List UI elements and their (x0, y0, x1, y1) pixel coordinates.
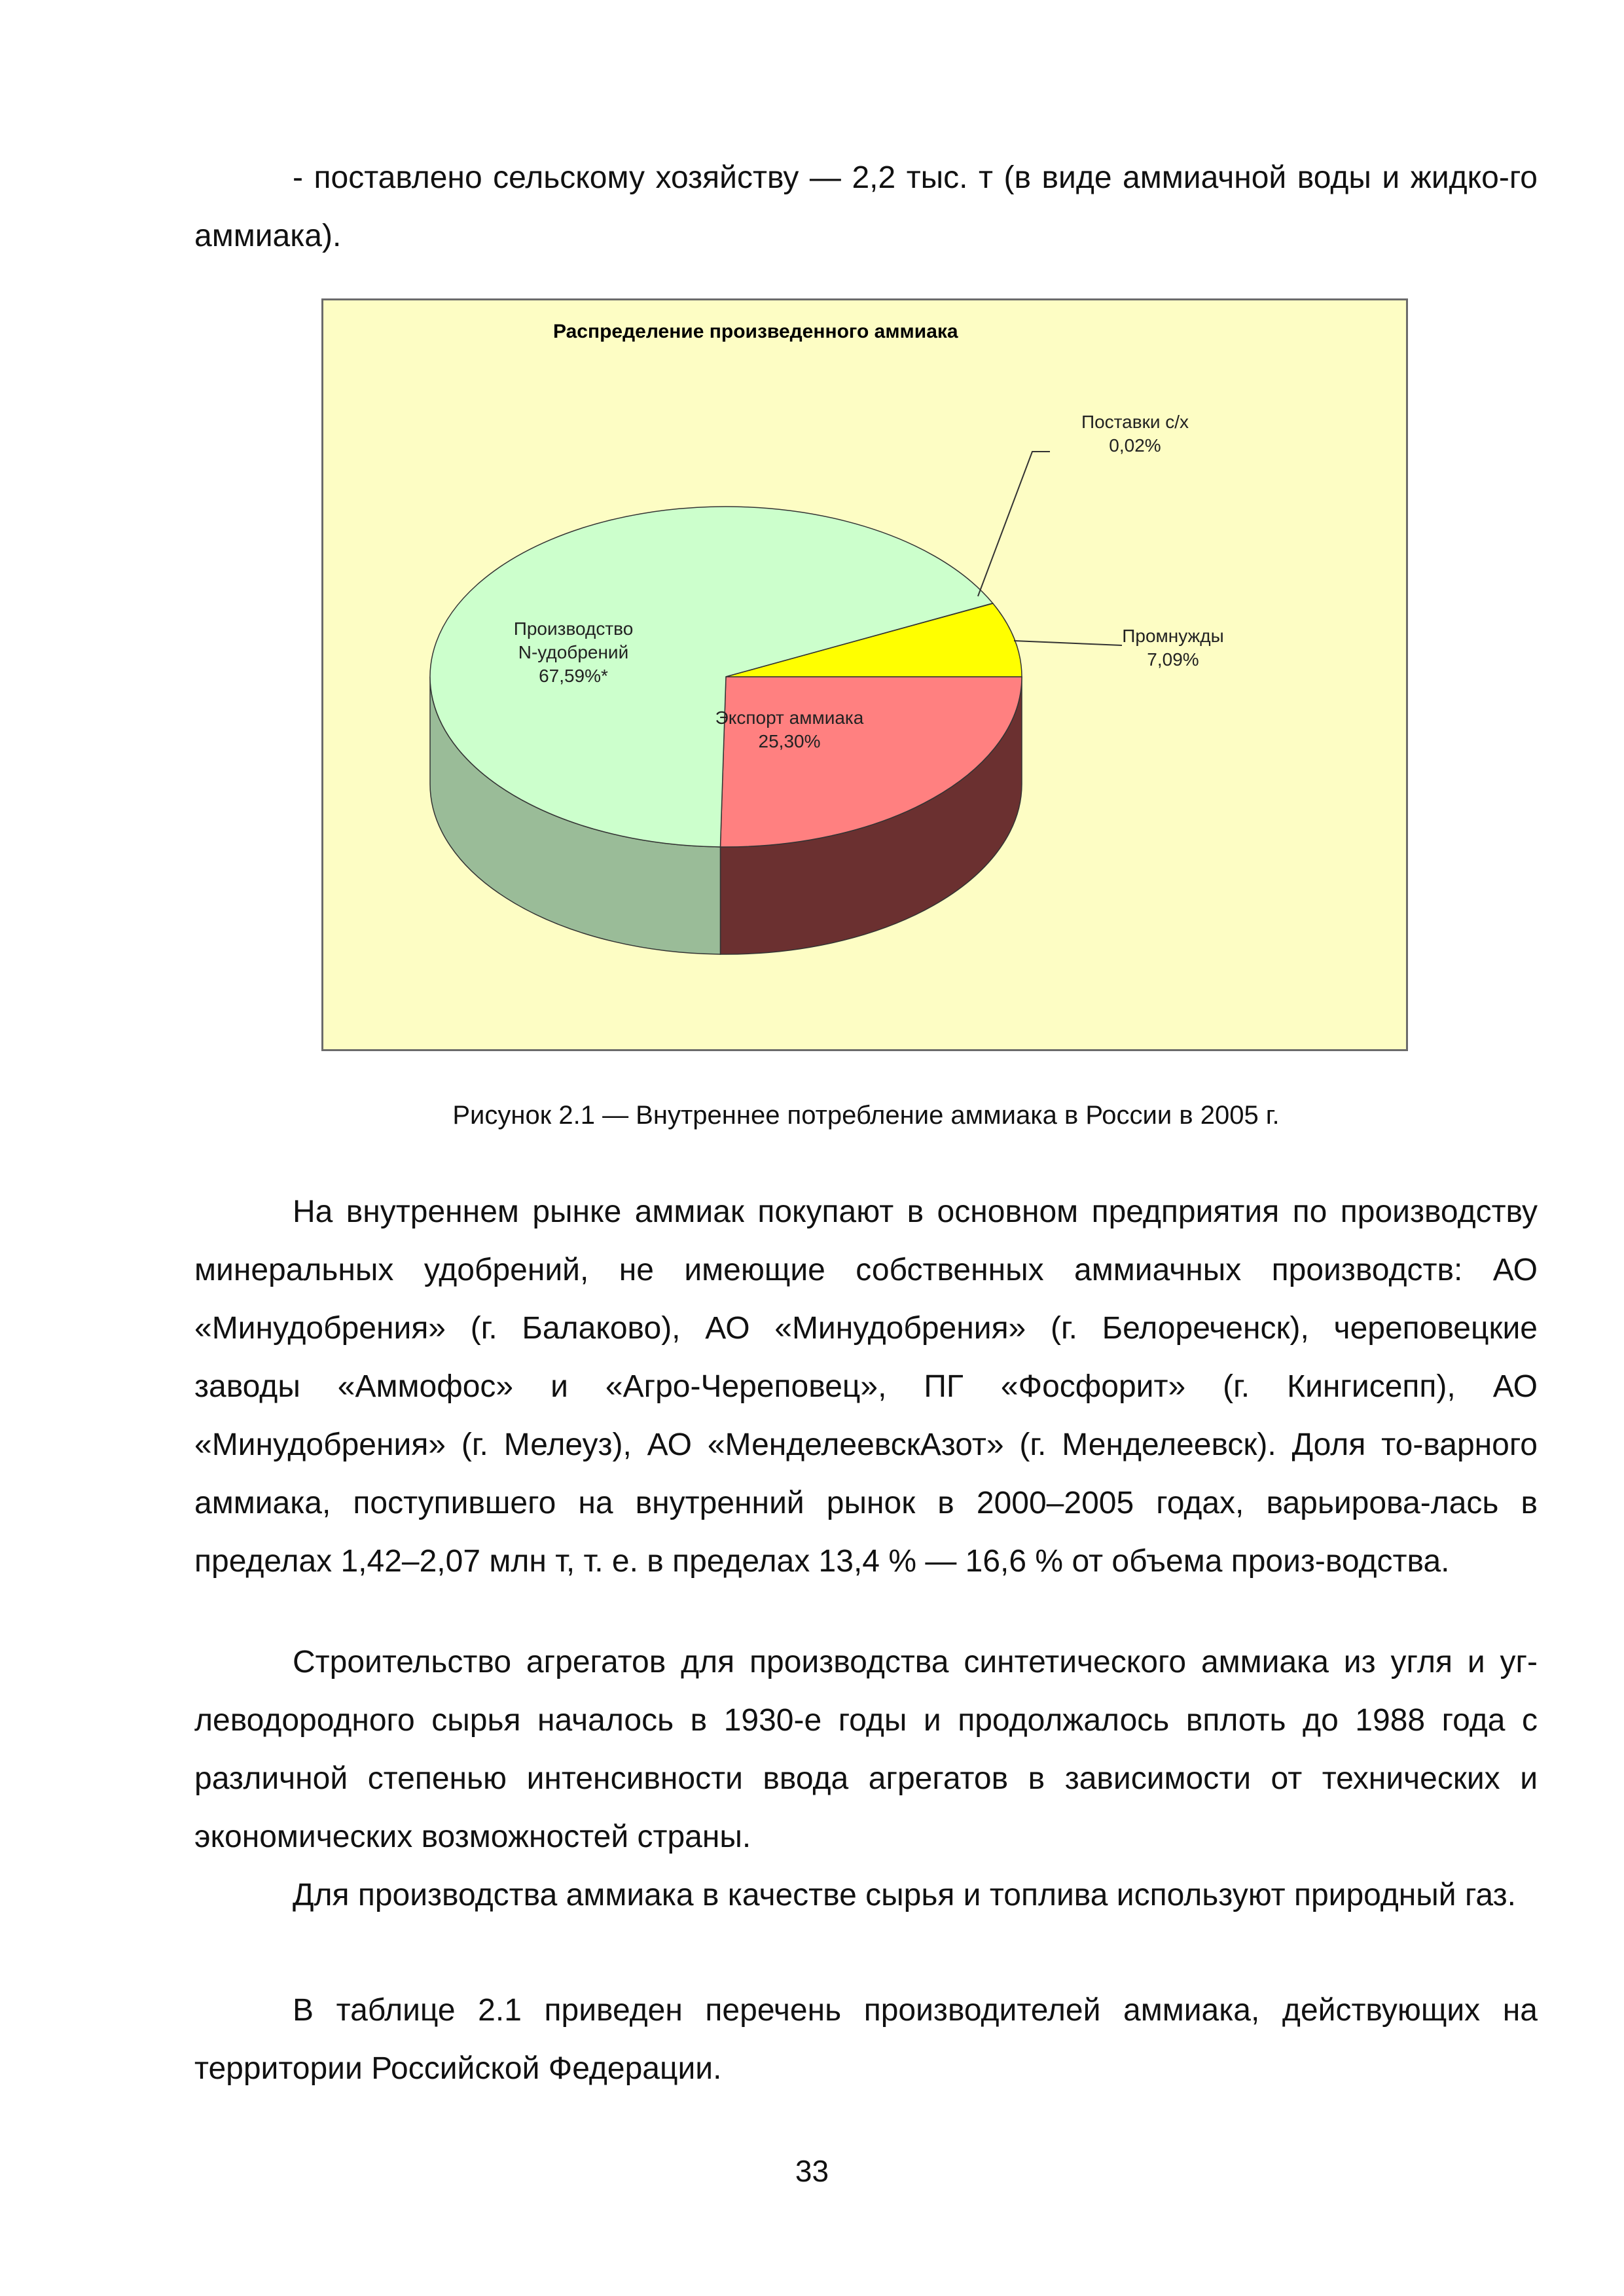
figure-caption: Рисунок 2.1 — Внутреннее потребление аммиака в России в 2005 г. (452, 1101, 1280, 1130)
slice-label-export: Экспорт аммиака 25,30% (715, 708, 864, 751)
paragraph-raw-material: Для производства аммиака в качестве сырья и топлива используют природный газ. (293, 1878, 1516, 1912)
chart-title: Распределение произведенного аммиака (553, 321, 958, 342)
paragraph-market: На внутреннем рынке аммиак покупают в основном предприятия по производству минеральных удобрений, не имеющие собственных аммиачных производств: АО «Минудобрения» (г. Балаково), АО «Минудобрения» (г. Белореченск), череповецкие заводы «Аммофос» и «Агро-Череповец», ПГ «Фосфорит» (г. Кингисепп), АО «Минудобрения» (г. Мелеуз), АО «МенделеевскАзот» (г. Менделеевск). Доля то-варного аммиака, поступившего на внутренний рынок в 2000–2005 годах, варьирова-лась в пределах 1,42–2,07 млн т, т. е. в пределах 13,4 % — 16,6 % от объема произ-водства. (194, 1194, 1538, 1579)
slice-label-fertilizer: Производство N-удобрений 67,59%* (513, 619, 634, 686)
page-number: 33 (795, 2154, 829, 2188)
leader-agriculture (978, 452, 1050, 596)
paragraph-construction: Строительство агрегатов для производства синтетического аммиака из угля и уг-леводородного сырья началось в 1930-е годы и продолжалось вплоть до 1988 года с различной степенью интенсивности ввода агрегатов в зависимости от технических и экономических возможностей страны. (194, 1645, 1538, 1854)
paragraph-table-ref: В таблице 2.1 приведен перечень производителей аммиака, действующих на территории Российской Федерации. (194, 1993, 1538, 2086)
slice-label-industrial: Промнужды 7,09% (1122, 626, 1224, 670)
slice-label-agriculture: Поставки с/х 0,02% (1081, 412, 1189, 456)
paragraph-intro: - поставлено сельскому хозяйству — 2,2 тыс. т (в виде аммиачной воды и жидко-го аммиака). (194, 160, 1538, 253)
pie-chart (321, 298, 1408, 1051)
